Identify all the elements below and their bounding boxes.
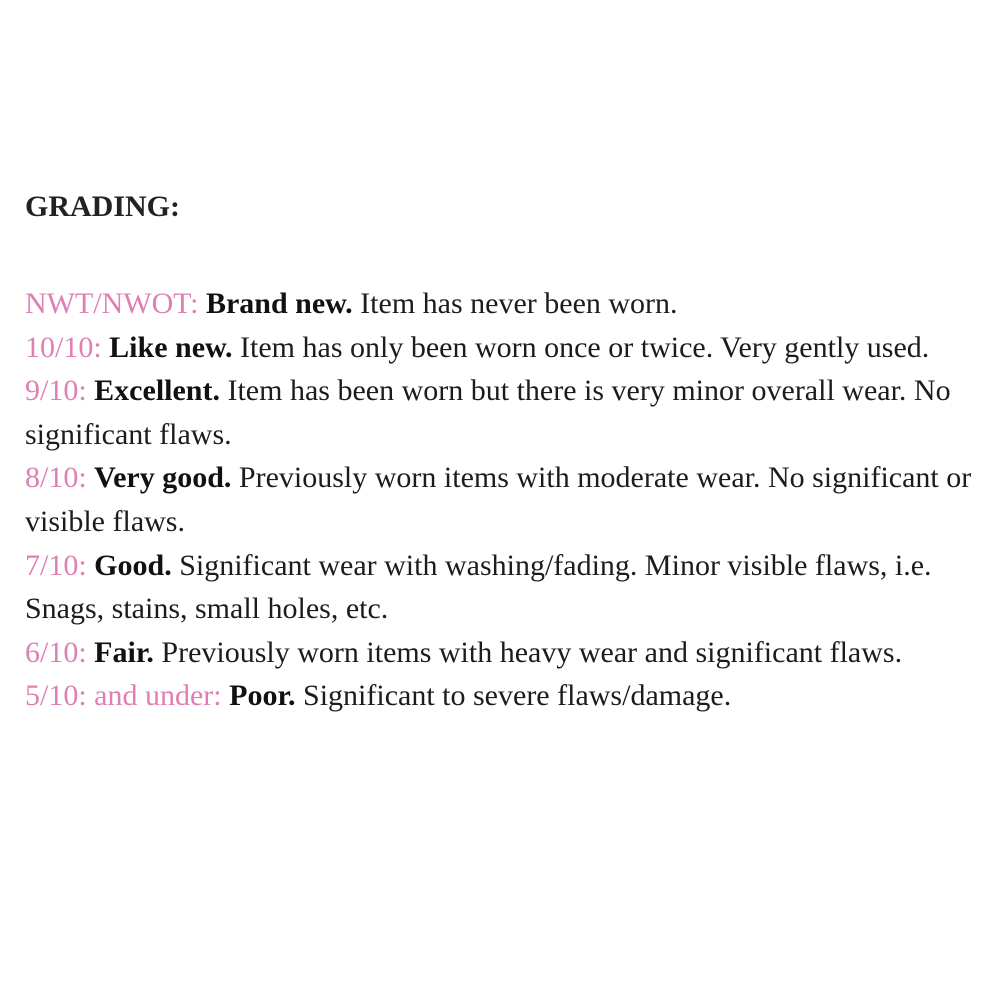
- grade-label: Fair.: [94, 635, 154, 669]
- grade-item-8: [25, 456, 995, 543]
- grading-heading: GRADING:: [25, 190, 180, 223]
- grade-code: 5/10: and under:: [25, 679, 222, 713]
- grade-label: Excellent.: [94, 374, 220, 408]
- grade-item-9: [25, 369, 995, 456]
- grade-description: Item has only been worn once or twice. Very gently used.: [240, 330, 930, 364]
- grade-code: 9/10:: [25, 374, 87, 408]
- grade-item-5-and-under: [25, 674, 995, 718]
- grade-description: Previously worn items with moderate wear. No significant or visible flaws.: [25, 461, 972, 538]
- grade-label: Brand new.: [205, 287, 353, 320]
- grading-document: [25, 182, 995, 718]
- grade-code: 8/10:: [25, 461, 87, 495]
- grade-description: Item has never been worn.: [360, 287, 678, 320]
- grade-item-nwt: [25, 282, 995, 326]
- grade-label: Like new.: [109, 330, 233, 364]
- grading-list: [25, 282, 995, 718]
- grade-label: Good.: [94, 548, 172, 582]
- grade-item-7: [25, 544, 995, 631]
- grade-label: Poor.: [229, 679, 296, 713]
- grade-code: 6/10:: [25, 635, 87, 669]
- grade-description: Significant to severe flaws/damage.: [303, 679, 732, 713]
- grade-item-10: [25, 326, 995, 370]
- grade-description: Previously worn items with heavy wear and significant flaws.: [161, 635, 903, 669]
- grade-description: Significant wear with washing/fading. Minor visible flaws, i.e. Snags, stains, small holes, etc.: [25, 548, 932, 626]
- grade-code: 7/10:: [25, 548, 87, 582]
- grade-item-6: [25, 631, 995, 675]
- grade-code: 10/10:: [25, 330, 102, 364]
- grade-code: NWT/NWOT:: [25, 287, 199, 320]
- grade-description: Item has been worn but there is very minor overall wear. No significant flaws.: [25, 374, 951, 451]
- grade-label: Very good.: [94, 461, 232, 495]
